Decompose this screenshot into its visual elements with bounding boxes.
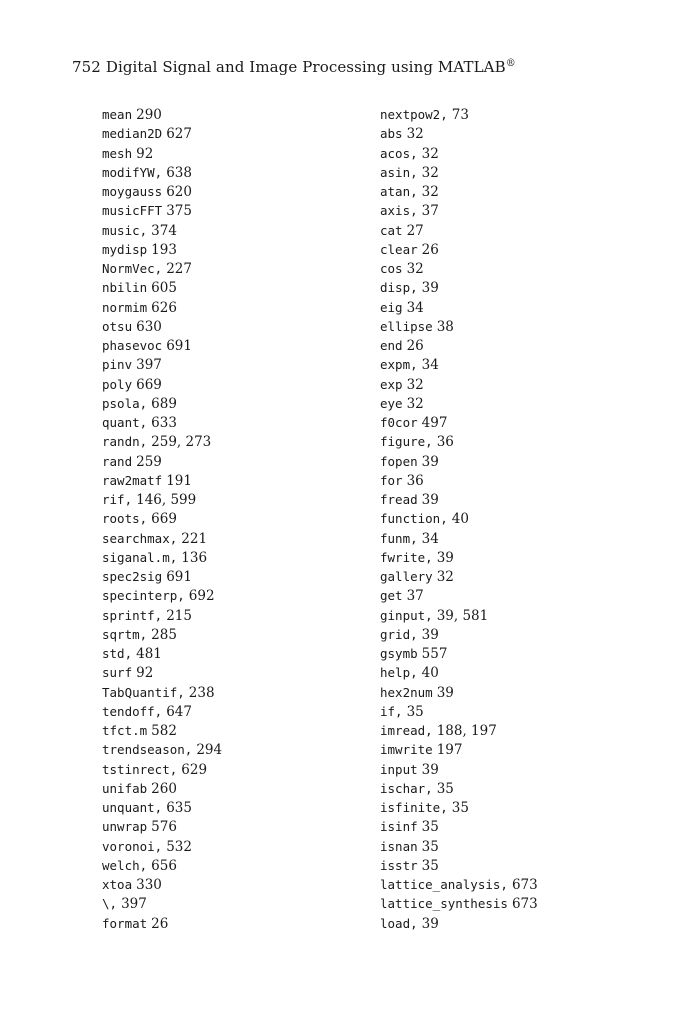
- index-entry: [102, 721, 222, 740]
- index-entry: [102, 201, 222, 220]
- index-term: voronoi,: [102, 838, 163, 854]
- index-entry: [102, 144, 222, 163]
- index-entry: [380, 182, 538, 201]
- index-entry: [102, 663, 222, 682]
- index-entry: [380, 394, 538, 413]
- index-pages: 39: [421, 915, 439, 932]
- index-pages: 626: [151, 299, 177, 316]
- index-entry: [380, 721, 538, 740]
- index-entry: [380, 221, 538, 240]
- index-term: ellipse: [380, 318, 433, 334]
- index-entry: [102, 336, 222, 355]
- index-entry: [380, 529, 538, 548]
- index-term: abs: [380, 126, 403, 142]
- index-entry: [102, 683, 222, 702]
- index-term: median2D: [102, 126, 163, 142]
- index-pages: 669: [136, 376, 162, 393]
- index-term: grid,: [380, 626, 418, 642]
- index-pages: 32: [406, 261, 424, 277]
- index-entry: [380, 606, 538, 625]
- index-pages: 136: [181, 549, 208, 566]
- index-entry: [380, 432, 538, 451]
- index-entry: [102, 644, 222, 663]
- index-entry: [380, 817, 538, 836]
- index-entry: [380, 798, 538, 817]
- index-entry: [380, 644, 538, 663]
- index-entry: [102, 278, 222, 297]
- index-entry: [102, 779, 222, 798]
- index-term: end: [380, 338, 403, 353]
- index-term: ginput,: [380, 607, 433, 623]
- index-pages: 32: [436, 569, 454, 585]
- index-term: \,: [102, 896, 118, 912]
- index-term: modifYW,: [102, 164, 163, 180]
- index-entry: [102, 375, 222, 394]
- index-term: funm,: [380, 530, 418, 546]
- index-pages: 35: [421, 857, 439, 874]
- index-term: NormVec,: [102, 261, 163, 276]
- index-term: atan,: [380, 184, 418, 199]
- index-entry: [102, 413, 222, 432]
- index-entry: [380, 471, 538, 490]
- index-pages: 481: [136, 646, 162, 662]
- index-term: nextpow2,: [380, 107, 448, 122]
- index-pages: 605: [151, 280, 177, 297]
- index-term: ischar,: [380, 780, 433, 796]
- index-pages: 193: [151, 241, 177, 258]
- index-pages: 330: [136, 877, 162, 893]
- index-pages: 582: [151, 723, 177, 739]
- index-entry: [102, 240, 222, 259]
- index-entry: [380, 144, 538, 163]
- index-entry: [380, 914, 538, 933]
- index-entry: [380, 760, 538, 779]
- index-entry: [102, 452, 222, 471]
- index-entry: [380, 567, 538, 586]
- index-entry: [102, 394, 222, 413]
- index-entry: [102, 221, 222, 240]
- index-pages: 285: [151, 626, 177, 643]
- index-column-right: [380, 105, 538, 933]
- running-header: [72, 58, 516, 76]
- index-pages: 191: [166, 472, 192, 489]
- index-pages: 532: [166, 838, 192, 855]
- index-term: lattice_analysis,: [380, 877, 508, 892]
- index-pages: 691: [166, 338, 192, 354]
- index-pages: 146, 599: [136, 492, 197, 508]
- page-number: 752: [72, 58, 101, 76]
- index-pages: 673: [511, 896, 538, 913]
- index-pages: 35: [406, 703, 424, 720]
- index-entry: [380, 740, 538, 759]
- index-pages: 32: [406, 126, 424, 143]
- index-term: exp: [380, 376, 403, 392]
- index-pages: 215: [166, 607, 192, 624]
- index-entry: [380, 317, 538, 336]
- index-entry: [102, 124, 222, 143]
- index-pages: 34: [406, 299, 424, 316]
- index-term: isnan: [380, 838, 418, 854]
- index-pages: 397: [121, 896, 147, 913]
- index-term: surf: [102, 665, 133, 681]
- index-entry: [380, 105, 538, 124]
- index-pages: 35: [421, 838, 439, 855]
- index-term: fread: [380, 492, 418, 507]
- index-term: for: [380, 472, 403, 488]
- index-pages: 39: [421, 761, 439, 778]
- index-term: music,: [102, 222, 148, 238]
- index-pages: 557: [421, 646, 448, 662]
- index-pages: 39: [436, 549, 454, 566]
- index-entry: [102, 529, 222, 548]
- index-term: asin,: [380, 164, 418, 180]
- index-entry: [102, 856, 222, 875]
- index-entry: [102, 471, 222, 490]
- index-pages: 294: [196, 742, 223, 759]
- index-term: clear: [380, 241, 418, 257]
- index-term: get: [380, 588, 403, 604]
- index-pages: 635: [166, 800, 192, 816]
- index-term: sprintf,: [102, 607, 163, 623]
- index-entry: [380, 240, 538, 259]
- index-term: eye: [380, 395, 403, 411]
- index-column-left: [102, 105, 222, 933]
- index-pages: 673: [511, 877, 538, 893]
- index-pages: 39: [421, 492, 439, 508]
- index-term: normim: [102, 299, 148, 315]
- index-term: gsymb: [380, 646, 418, 661]
- index-entry: [102, 817, 222, 836]
- index-term: poly: [102, 376, 133, 392]
- index-entry: [102, 567, 222, 586]
- index-pages: 227: [166, 261, 192, 277]
- index-term: fopen: [380, 453, 418, 469]
- index-pages: 647: [166, 703, 192, 720]
- index-pages: 290: [136, 107, 162, 123]
- index-term: isstr: [380, 857, 418, 873]
- index-entry: [380, 201, 538, 220]
- index-pages: 36: [436, 434, 454, 451]
- index-entry: [102, 837, 222, 856]
- index-pages: 374: [151, 222, 177, 239]
- index-term: mesh: [102, 145, 133, 161]
- index-term: psola,: [102, 395, 148, 411]
- index-term: expm,: [380, 357, 418, 373]
- index-term: raw2matf: [102, 472, 163, 488]
- index-entry: [102, 317, 222, 336]
- index-term: axis,: [380, 203, 418, 219]
- index-pages: 27: [406, 222, 424, 239]
- index-term: spec2sig: [102, 569, 163, 584]
- index-entry: [380, 124, 538, 143]
- index-entry: [102, 298, 222, 317]
- index-entry: [102, 182, 222, 201]
- index-term: lattice_synthesis: [380, 896, 508, 912]
- index-term: musicFFT: [102, 203, 163, 219]
- index-pages: 35: [436, 780, 454, 797]
- index-entry: [102, 625, 222, 644]
- index-term: rif,: [102, 492, 133, 507]
- index-pages: 40: [421, 665, 439, 682]
- book-title: Digital Signal and Image Processing using MATLAB: [105, 58, 506, 76]
- index-term: mean: [102, 107, 133, 122]
- index-entry: [380, 413, 538, 432]
- index-entry: [102, 875, 222, 894]
- index-term: phasevoc: [102, 338, 163, 353]
- index-entry: [102, 740, 222, 759]
- index-term: eig: [380, 299, 403, 315]
- index-pages: 669: [151, 511, 177, 528]
- index-term: sqrtm,: [102, 626, 148, 642]
- index-term: f0cor: [380, 415, 418, 430]
- index-entry: [102, 509, 222, 528]
- index-entry: [102, 760, 222, 779]
- index-pages: 37: [406, 588, 424, 605]
- index-term: siganal.m,: [102, 549, 178, 565]
- index-term: nbilin: [102, 280, 148, 296]
- index-entry: [102, 105, 222, 124]
- index-pages: 629: [181, 761, 208, 778]
- index-pages: 627: [166, 126, 192, 143]
- index-term: quant,: [102, 415, 148, 430]
- index-entry: [380, 875, 538, 894]
- index-entry: [102, 798, 222, 817]
- index-term: otsu: [102, 318, 133, 334]
- index-entry: [380, 702, 538, 721]
- index-pages: 37: [421, 203, 439, 220]
- index-entry: [380, 509, 538, 528]
- index-pages: 35: [451, 800, 469, 816]
- index-entry: [102, 894, 222, 913]
- index-pages: 691: [166, 569, 192, 585]
- index-pages: 39: [421, 280, 439, 297]
- index-pages: 633: [151, 415, 177, 431]
- index-term: figure,: [380, 434, 433, 450]
- index-term: cat: [380, 222, 403, 238]
- index-entry: [102, 259, 222, 278]
- index-pages: 34: [421, 530, 439, 547]
- index-pages: 36: [406, 472, 424, 489]
- index-pages: 39: [421, 453, 439, 470]
- index-term: imwrite: [380, 742, 433, 758]
- index-term: tendoff,: [102, 703, 163, 719]
- index-pages: 26: [421, 241, 439, 258]
- index-term: disp,: [380, 280, 418, 296]
- index-pages: 238: [188, 684, 215, 701]
- index-pages: 497: [421, 415, 448, 431]
- index-pages: 38: [436, 318, 454, 335]
- index-pages: 197: [436, 742, 463, 759]
- index-pages: 656: [151, 857, 177, 874]
- index-entry: [102, 702, 222, 721]
- index-pages: 32: [421, 145, 439, 162]
- index-term: pinv: [102, 357, 133, 373]
- index-pages: 620: [166, 184, 192, 200]
- index-entry: [380, 278, 538, 297]
- index-pages: 397: [136, 357, 162, 374]
- index-entry: [102, 490, 222, 509]
- index-term: unifab: [102, 780, 148, 796]
- index-entry: [380, 355, 538, 374]
- index-pages: 32: [406, 395, 424, 412]
- index-pages: 73: [451, 107, 469, 123]
- index-pages: 92: [136, 145, 154, 162]
- index-entry: [380, 856, 538, 875]
- index-entry: [102, 914, 222, 933]
- index-entry: [380, 336, 538, 355]
- index-pages: 259, 273: [151, 434, 212, 451]
- index-pages: 39: [421, 626, 439, 643]
- index-term: gallery: [380, 569, 433, 584]
- index-term: acos,: [380, 145, 418, 161]
- index-pages: 39, 581: [436, 607, 489, 624]
- index-term: input: [380, 761, 418, 777]
- index-pages: 34: [421, 357, 439, 374]
- index-term: load,: [380, 915, 418, 931]
- index-entry: [102, 586, 222, 605]
- index-term: randn,: [102, 434, 148, 450]
- index-term: hex2num: [380, 684, 433, 700]
- index-pages: 375: [166, 203, 192, 220]
- index-term: function,: [380, 511, 448, 527]
- index-term: TabQuantif,: [102, 684, 185, 700]
- index-pages: 692: [188, 588, 215, 605]
- index-term: mydisp: [102, 241, 148, 257]
- index-pages: 576: [151, 819, 177, 836]
- index-entry: [380, 259, 538, 278]
- index-entry: [380, 779, 538, 798]
- index-term: isfinite,: [380, 800, 448, 815]
- index-pages: 32: [406, 376, 424, 393]
- index-entry: [380, 625, 538, 644]
- index-entry: [380, 586, 538, 605]
- registered-mark: ®: [505, 58, 516, 69]
- index-entry: [380, 837, 538, 856]
- index-term: xtoa: [102, 877, 133, 892]
- index-entry: [102, 163, 222, 182]
- index-term: cos: [380, 261, 403, 276]
- index-entry: [380, 894, 538, 913]
- index-term: roots,: [102, 511, 148, 527]
- index-pages: 260: [151, 780, 177, 797]
- index-pages: 259: [136, 453, 162, 470]
- index-term: specinterp,: [102, 588, 185, 604]
- index-entry: [380, 663, 538, 682]
- index-pages: 35: [421, 819, 439, 836]
- index-pages: 39: [436, 684, 454, 701]
- index-term: tstinrect,: [102, 761, 178, 777]
- index-term: std,: [102, 646, 133, 661]
- index-entry: [380, 452, 538, 471]
- index-term: isinf: [380, 819, 418, 835]
- index-term: fwrite,: [380, 549, 433, 565]
- index-pages: 32: [421, 164, 439, 181]
- index-pages: 638: [166, 164, 192, 181]
- index-term: tfct.m: [102, 723, 148, 738]
- index-pages: 630: [136, 318, 162, 335]
- index-pages: 32: [421, 184, 439, 200]
- index-entry: [380, 375, 538, 394]
- index-term: trendseason,: [102, 742, 193, 758]
- index-entry: [380, 298, 538, 317]
- index-term: moygauss: [102, 184, 163, 199]
- index-pages: 188, 197: [436, 723, 497, 739]
- index-term: unwrap: [102, 819, 148, 835]
- index-term: if,: [380, 703, 403, 719]
- index-term: format: [102, 915, 148, 931]
- index-term: rand: [102, 453, 133, 469]
- index-term: help,: [380, 665, 418, 681]
- index-pages: 26: [406, 338, 424, 354]
- index-pages: 26: [151, 915, 169, 932]
- index-pages: 40: [451, 511, 469, 528]
- index-entry: [380, 490, 538, 509]
- index-pages: 92: [136, 665, 154, 682]
- index-term: imread,: [380, 723, 433, 738]
- index-pages: 689: [151, 395, 177, 412]
- index-entry: [380, 548, 538, 567]
- index-entry: [380, 163, 538, 182]
- index-entry: [102, 548, 222, 567]
- index-pages: 221: [181, 530, 208, 547]
- index-term: unquant,: [102, 800, 163, 815]
- index-entry: [102, 432, 222, 451]
- index-term: searchmax,: [102, 530, 178, 546]
- index-term: welch,: [102, 857, 148, 873]
- index-entry: [380, 683, 538, 702]
- index-entry: [102, 606, 222, 625]
- index-entry: [102, 355, 222, 374]
